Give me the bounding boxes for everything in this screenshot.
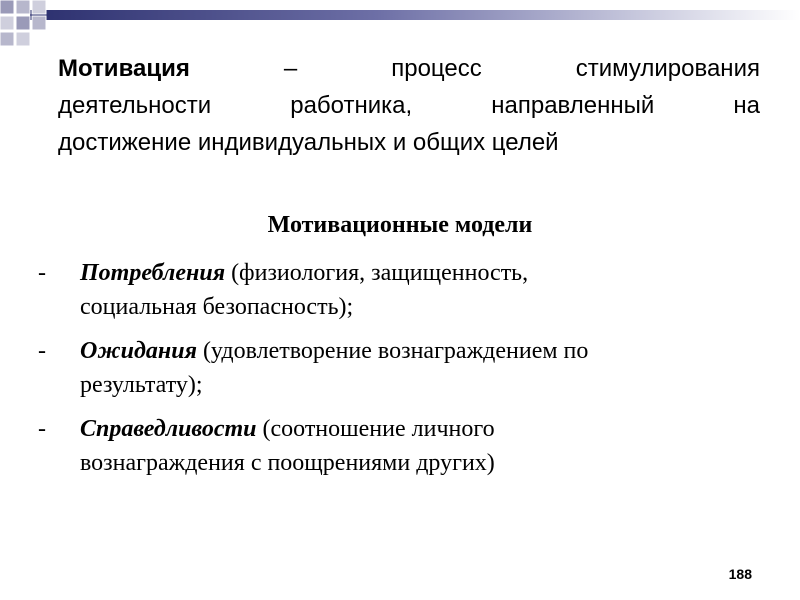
definition-word: – bbox=[283, 55, 298, 82]
model-description: (физиология, защищенность, bbox=[231, 260, 529, 286]
model-description: результату); bbox=[80, 372, 203, 398]
decor-square bbox=[16, 32, 30, 46]
definition-word: деятельности bbox=[58, 92, 212, 119]
definition-word: работника, bbox=[290, 92, 413, 119]
list-item bbox=[38, 256, 758, 324]
model-name: Справедливости bbox=[80, 416, 257, 442]
definition-term: Мотивация bbox=[58, 55, 190, 82]
model-description: социальная безопасность); bbox=[80, 294, 354, 320]
model-description: (удовлетворение вознаграждением по bbox=[202, 338, 589, 364]
header-decoration bbox=[0, 0, 800, 50]
list-bullet: - bbox=[38, 416, 46, 442]
definition-word: направленный bbox=[491, 92, 655, 119]
page-number: 188 bbox=[728, 566, 752, 582]
definition-word: на bbox=[733, 92, 760, 119]
decor-square bbox=[32, 0, 46, 14]
models-heading: Мотивационные модели bbox=[267, 212, 533, 238]
definition-word: процесс bbox=[391, 55, 482, 82]
decor-square bbox=[0, 0, 14, 14]
list-item bbox=[38, 334, 758, 402]
model-name: Ожидания bbox=[80, 338, 197, 364]
models-list bbox=[38, 256, 758, 490]
model-description: вознаграждения с поощрениями других) bbox=[80, 450, 495, 476]
model-description: (соотношение личного bbox=[262, 416, 495, 442]
decor-square bbox=[0, 32, 14, 46]
definition-line-3: достижение индивидуальных и общих целей bbox=[58, 129, 559, 156]
definition-word: стимулирования bbox=[575, 55, 760, 82]
list-bullet: - bbox=[38, 338, 46, 364]
list-item bbox=[38, 412, 758, 480]
decor-square bbox=[16, 16, 30, 30]
decor-square bbox=[16, 0, 30, 14]
list-bullet: - bbox=[38, 260, 46, 286]
definition-line-1 bbox=[58, 50, 760, 87]
decor-square bbox=[32, 16, 46, 30]
definition-paragraph bbox=[58, 50, 760, 161]
definition-line-2 bbox=[58, 87, 760, 124]
decor-square bbox=[0, 16, 14, 30]
model-name: Потребления bbox=[80, 260, 226, 286]
